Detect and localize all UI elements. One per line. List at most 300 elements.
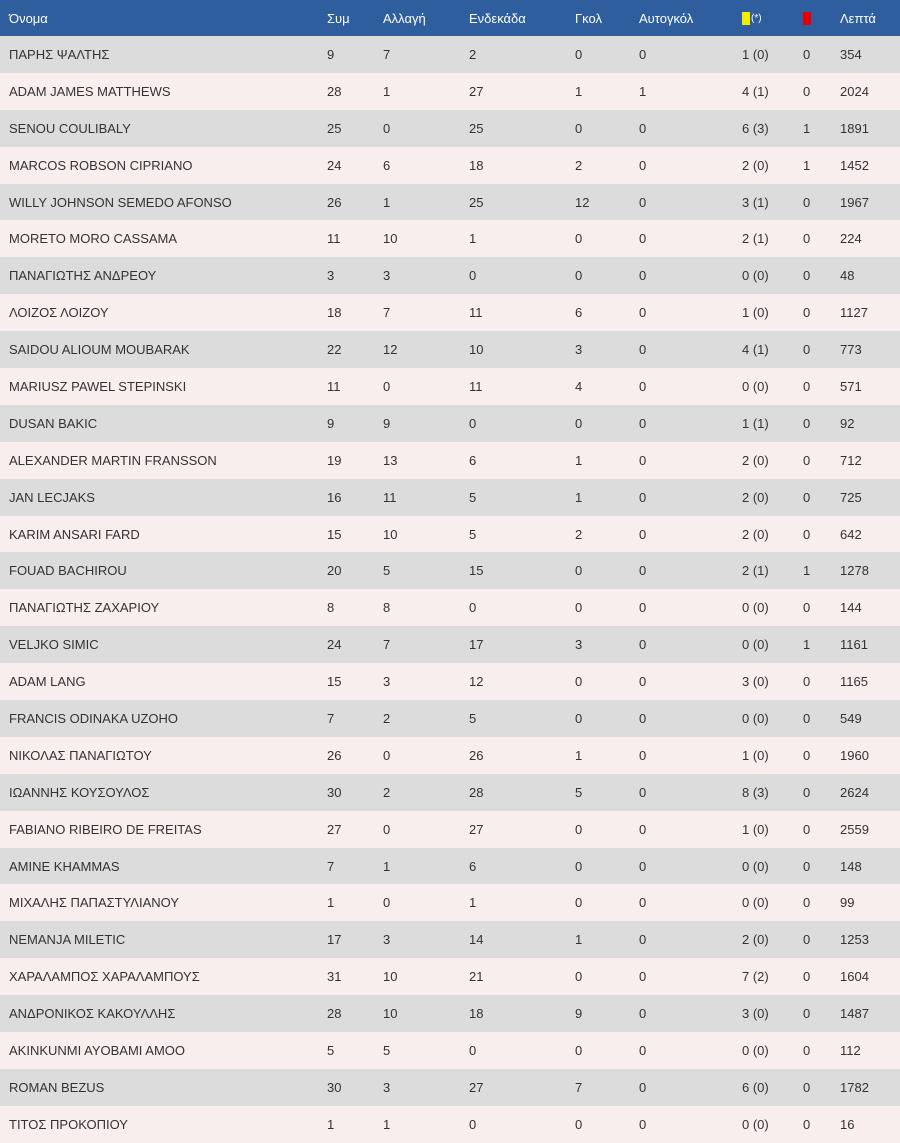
cell-minutes: 1604 (840, 969, 869, 985)
cell-name[interactable]: AKINKUNMI AYOBAMI AMOO (9, 1042, 186, 1058)
cell-sub: 3 (383, 1079, 391, 1095)
table-row (0, 1106, 900, 1143)
cell-goals: 6 (575, 305, 583, 321)
cell-red: 0 (803, 1042, 811, 1058)
cell-yellow: 0 (0) (742, 1116, 769, 1132)
cell-goals: 1 (575, 747, 583, 763)
cell-yellow: 2 (0) (742, 932, 769, 948)
cell-name[interactable]: ΝΙΚΟΛΑΣ ΠΑΝΑΓΙΩΤΟΥ (9, 747, 152, 763)
cell-goals: 2 (575, 526, 583, 542)
cell-name[interactable]: ΧΑΡΑΛΑΜΠΟΣ ΧΑΡΑΛΑΜΠΟΥΣ (9, 969, 200, 985)
table-row (0, 995, 900, 1032)
table-row (0, 737, 900, 774)
cell-sub: 7 (383, 637, 391, 653)
cell-own-goals: 0 (639, 231, 647, 247)
cell-sub: 6 (383, 157, 391, 173)
cell-apps: 30 (327, 784, 342, 800)
cell-red: 0 (803, 231, 811, 247)
cell-minutes: 224 (840, 231, 862, 247)
cell-yellow: 0 (0) (742, 637, 769, 653)
cell-apps: 15 (327, 674, 342, 690)
cell-apps: 25 (327, 120, 342, 136)
table-row (0, 516, 900, 553)
cell-red: 0 (803, 969, 811, 985)
cell-starting: 18 (469, 157, 484, 173)
cell-name[interactable]: DUSAN BAKIC (9, 415, 98, 431)
col-minutes-header[interactable]: Λεπτά (840, 10, 876, 26)
cell-sub: 13 (383, 452, 398, 468)
cell-sub: 0 (383, 747, 391, 763)
cell-goals: 5 (575, 784, 583, 800)
cell-starting: 27 (469, 1079, 484, 1095)
table-row (0, 73, 900, 110)
cell-goals: 0 (575, 710, 583, 726)
cell-own-goals: 0 (639, 378, 647, 394)
table-row (0, 700, 900, 737)
cell-starting: 11 (469, 378, 483, 394)
cell-yellow: 1 (1) (742, 415, 769, 431)
cell-red: 0 (803, 268, 811, 284)
cell-red: 0 (803, 305, 811, 321)
cell-own-goals: 0 (639, 268, 647, 284)
cell-red: 0 (803, 747, 811, 763)
cell-minutes: 1278 (840, 563, 869, 579)
table-row (0, 663, 900, 700)
table-row (0, 184, 900, 221)
cell-own-goals: 0 (639, 194, 647, 210)
cell-yellow: 3 (1) (742, 194, 769, 210)
table-row (0, 1069, 900, 1106)
cell-starting: 2 (469, 46, 477, 62)
cell-apps: 1 (327, 1116, 335, 1132)
cell-own-goals: 0 (639, 710, 647, 726)
cell-starting: 18 (469, 1006, 484, 1022)
cell-yellow: 6 (0) (742, 1079, 769, 1095)
cell-apps: 11 (327, 378, 341, 394)
cell-name[interactable]: ΠΑΡΗΣ ΨΑΛΤΗΣ (9, 46, 110, 62)
cell-starting: 5 (469, 526, 477, 542)
table-row (0, 958, 900, 995)
table-row (0, 479, 900, 516)
cell-minutes: 144 (840, 600, 862, 616)
cell-apps: 31 (327, 969, 342, 985)
table-row (0, 147, 900, 184)
cell-goals: 4 (575, 378, 583, 394)
cell-yellow: 3 (0) (742, 674, 769, 690)
cell-apps: 7 (327, 858, 335, 874)
cell-sub: 5 (383, 1042, 391, 1058)
cell-starting: 0 (469, 1116, 477, 1132)
table-row (0, 36, 900, 73)
cell-apps: 27 (327, 821, 342, 837)
cell-name[interactable]: JAN LECJAKS (9, 489, 95, 505)
cell-goals: 9 (575, 1006, 583, 1022)
cell-name[interactable]: FRANCIS ODINAKA UZOHO (9, 710, 179, 726)
cell-yellow: 2 (0) (742, 526, 769, 542)
cell-goals: 1 (575, 83, 583, 99)
cell-apps: 28 (327, 83, 342, 99)
table-row (0, 811, 900, 848)
cell-starting: 0 (469, 415, 477, 431)
cell-starting: 28 (469, 784, 484, 800)
cell-goals: 0 (575, 674, 583, 690)
col-red-header[interactable] (803, 0, 840, 36)
table-row (0, 552, 900, 589)
cell-name[interactable]: ΑΝΔΡΟΝΙΚΟΣ ΚΑΚΟΥΛΛΗΣ (9, 1006, 176, 1022)
cell-goals: 7 (575, 1079, 583, 1095)
cell-minutes: 773 (840, 342, 862, 358)
cell-red: 0 (803, 83, 811, 99)
cell-minutes: 1967 (840, 194, 869, 210)
cell-red: 0 (803, 526, 811, 542)
cell-own-goals: 0 (639, 342, 647, 358)
cell-own-goals: 0 (639, 969, 647, 985)
cell-own-goals: 0 (639, 600, 647, 616)
cell-yellow: 1 (0) (742, 46, 769, 62)
cell-yellow: 8 (3) (742, 784, 769, 800)
cell-starting: 25 (469, 120, 484, 136)
table-row (0, 294, 900, 331)
table-body (0, 36, 900, 1143)
cell-minutes: 1161 (840, 637, 868, 653)
cell-goals: 0 (575, 268, 583, 284)
cell-sub: 7 (383, 46, 391, 62)
cell-apps: 30 (327, 1079, 342, 1095)
cell-minutes: 1165 (840, 674, 868, 690)
table-row (0, 626, 900, 663)
cell-sub: 0 (383, 895, 391, 911)
cell-own-goals: 0 (639, 46, 647, 62)
cell-sub: 5 (383, 563, 391, 579)
cell-apps: 28 (327, 1006, 342, 1022)
cell-sub: 10 (383, 1006, 398, 1022)
cell-apps: 5 (327, 1042, 335, 1058)
cell-sub: 10 (383, 231, 398, 247)
cell-minutes: 2559 (840, 821, 869, 837)
cell-yellow: 4 (1) (742, 342, 769, 358)
col-apps-header[interactable]: Συμ (327, 10, 350, 26)
cell-minutes: 725 (840, 489, 862, 505)
cell-yellow: 0 (0) (742, 710, 769, 726)
cell-apps: 9 (327, 415, 335, 431)
cell-name[interactable]: MARCOS ROBSON CIPRIANO (9, 157, 193, 173)
cell-sub: 2 (383, 710, 391, 726)
cell-starting: 27 (469, 83, 484, 99)
cell-yellow: 2 (1) (742, 231, 769, 247)
cell-starting: 26 (469, 747, 484, 763)
cell-minutes: 354 (840, 46, 862, 62)
cell-apps: 24 (327, 637, 342, 653)
yellow-note: (*) (751, 12, 762, 24)
cell-red: 1 (803, 637, 811, 653)
cell-minutes: 1891 (840, 120, 869, 136)
table-row (0, 110, 900, 147)
cell-sub: 9 (383, 415, 391, 431)
cell-name[interactable]: ΜΙΧΑΛΗΣ ΠΑΠΑΣΤΥΛΙΑΝΟΥ (9, 895, 180, 911)
cell-red: 0 (803, 1079, 811, 1095)
cell-yellow: 0 (0) (742, 378, 769, 394)
cell-starting: 17 (469, 637, 484, 653)
cell-starting: 1 (469, 231, 477, 247)
cell-minutes: 712 (840, 452, 862, 468)
cell-own-goals: 0 (639, 1079, 647, 1095)
cell-name[interactable]: MARIUSZ PAWEL STEPINSKI (9, 378, 187, 394)
cell-sub: 10 (383, 526, 398, 542)
cell-red: 0 (803, 415, 811, 431)
cell-goals: 1 (575, 932, 583, 948)
cell-red: 0 (803, 452, 811, 468)
cell-apps: 8 (327, 600, 335, 616)
cell-goals: 0 (575, 600, 583, 616)
cell-name[interactable]: ROMAN BEZUS (9, 1079, 105, 1095)
cell-starting: 0 (469, 268, 477, 284)
cell-yellow: 1 (0) (742, 747, 769, 763)
cell-apps: 3 (327, 268, 335, 284)
table-row (0, 848, 900, 885)
cell-sub: 10 (383, 969, 398, 985)
cell-starting: 14 (469, 932, 484, 948)
cell-starting: 12 (469, 674, 484, 690)
cell-yellow: 2 (0) (742, 452, 769, 468)
cell-apps: 22 (327, 342, 342, 358)
cell-name[interactable]: AMINE KHAMMAS (9, 858, 120, 874)
table-row (0, 774, 900, 811)
cell-apps: 11 (327, 231, 341, 247)
cell-yellow: 0 (0) (742, 858, 769, 874)
cell-own-goals: 0 (639, 489, 647, 505)
cell-sub: 3 (383, 674, 391, 690)
cell-name[interactable]: SAIDOU ALIOUM MOUBARAK (9, 342, 190, 358)
cell-goals: 0 (575, 563, 583, 579)
cell-sub: 0 (383, 821, 391, 837)
cell-red: 0 (803, 378, 811, 394)
cell-red: 0 (803, 1006, 811, 1022)
cell-sub: 1 (383, 858, 391, 874)
cell-goals: 3 (575, 342, 583, 358)
table-row (0, 405, 900, 442)
cell-sub: 3 (383, 268, 391, 284)
cell-starting: 21 (469, 969, 484, 985)
cell-apps: 18 (327, 305, 342, 321)
cell-red: 0 (803, 932, 811, 948)
cell-minutes: 99 (840, 895, 855, 911)
cell-name[interactable]: VELJKO SIMIC (9, 637, 99, 653)
cell-own-goals: 0 (639, 821, 647, 837)
table-row (0, 220, 900, 257)
cell-starting: 5 (469, 710, 477, 726)
cell-own-goals: 0 (639, 747, 647, 763)
cell-goals: 0 (575, 1042, 583, 1058)
cell-goals: 0 (575, 120, 583, 136)
cell-own-goals: 0 (639, 895, 647, 911)
cell-sub: 2 (383, 784, 391, 800)
cell-sub: 11 (383, 489, 397, 505)
cell-name[interactable]: MORETO MORO CASSAMA (9, 231, 178, 247)
cell-own-goals: 0 (639, 452, 647, 468)
cell-apps: 1 (327, 895, 335, 911)
cell-yellow: 2 (1) (742, 563, 769, 579)
table-row (0, 442, 900, 479)
cell-own-goals: 0 (639, 932, 647, 948)
table-row (0, 368, 900, 405)
cell-sub: 12 (383, 342, 398, 358)
cell-red: 0 (803, 1116, 811, 1132)
cell-name[interactable]: ALEXANDER MARTIN FRANSSON (9, 452, 217, 468)
cell-goals: 1 (575, 489, 583, 505)
cell-apps: 9 (327, 46, 335, 62)
cell-name[interactable]: FOUAD BACHIROU (9, 563, 127, 579)
cell-starting: 6 (469, 452, 477, 468)
table-row (0, 331, 900, 368)
cell-starting: 6 (469, 858, 477, 874)
cell-name[interactable]: ΛΟΙΖΟΣ ΛΟΙΖΟΥ (9, 305, 109, 321)
cell-apps: 26 (327, 194, 342, 210)
cell-name[interactable]: ADAM LANG (9, 674, 86, 690)
cell-sub: 0 (383, 120, 391, 136)
cell-minutes: 1253 (840, 932, 869, 948)
cell-minutes: 1452 (840, 157, 869, 173)
cell-apps: 16 (327, 489, 342, 505)
cell-sub: 7 (383, 305, 391, 321)
cell-yellow: 3 (0) (742, 1006, 769, 1022)
cell-sub: 1 (383, 1116, 391, 1132)
cell-apps: 26 (327, 747, 342, 763)
cell-own-goals: 0 (639, 120, 647, 136)
cell-name[interactable]: ΙΩΑΝΝΗΣ ΚΟΥΣΟΥΛΟΣ (9, 784, 150, 800)
cell-red: 0 (803, 600, 811, 616)
cell-own-goals: 0 (639, 1042, 647, 1058)
table-row (0, 1032, 900, 1069)
cell-red: 0 (803, 858, 811, 874)
cell-minutes: 2024 (840, 83, 869, 99)
cell-red: 0 (803, 821, 811, 837)
cell-yellow: 0 (0) (742, 268, 769, 284)
cell-minutes: 16 (840, 1116, 855, 1132)
cell-sub: 3 (383, 932, 391, 948)
table-row (0, 921, 900, 958)
col-starting-header[interactable]: Ενδεκάδα (469, 10, 526, 26)
cell-minutes: 92 (840, 415, 855, 431)
cell-name[interactable]: SENOU COULIBALY (9, 120, 131, 136)
cell-own-goals: 0 (639, 858, 647, 874)
cell-yellow: 1 (0) (742, 305, 769, 321)
cell-minutes: 1782 (840, 1079, 869, 1095)
cell-goals: 0 (575, 821, 583, 837)
table-row (0, 884, 900, 921)
cell-goals: 0 (575, 46, 583, 62)
cell-own-goals: 0 (639, 1006, 647, 1022)
cell-goals: 0 (575, 969, 583, 985)
cell-yellow: 0 (0) (742, 1042, 769, 1058)
cell-sub: 0 (383, 378, 391, 394)
cell-red: 1 (803, 120, 811, 136)
cell-minutes: 571 (840, 378, 862, 394)
cell-name[interactable]: ADAM JAMES MATTHEWS (9, 83, 171, 99)
cell-red: 0 (803, 895, 811, 911)
cell-minutes: 1960 (840, 747, 869, 763)
cell-own-goals: 0 (639, 563, 647, 579)
cell-starting: 11 (469, 305, 483, 321)
cell-yellow: 0 (0) (742, 600, 769, 616)
cell-name[interactable]: NEMANJA MILETIC (9, 932, 126, 948)
cell-goals: 0 (575, 415, 583, 431)
cell-sub: 8 (383, 600, 391, 616)
col-yellow-header[interactable] (742, 0, 803, 36)
cell-minutes: 2624 (840, 784, 869, 800)
cell-starting: 0 (469, 600, 477, 616)
cell-red: 0 (803, 46, 811, 62)
cell-minutes: 549 (840, 710, 862, 726)
cell-goals: 3 (575, 637, 583, 653)
cell-goals: 0 (575, 231, 583, 247)
cell-sub: 1 (383, 194, 391, 210)
cell-minutes: 1127 (840, 305, 868, 321)
cell-yellow: 2 (0) (742, 489, 769, 505)
cell-red: 1 (803, 563, 811, 579)
cell-red: 0 (803, 194, 811, 210)
cell-goals: 12 (575, 194, 590, 210)
cell-red: 0 (803, 710, 811, 726)
cell-yellow: 7 (2) (742, 969, 769, 985)
cell-apps: 19 (327, 452, 342, 468)
cell-yellow: 0 (0) (742, 895, 769, 911)
cell-name[interactable]: WILLY JOHNSON SEMEDO AFONSO (9, 194, 232, 210)
cell-yellow: 4 (1) (742, 83, 769, 99)
cell-goals: 1 (575, 452, 583, 468)
cell-red: 0 (803, 674, 811, 690)
cell-name[interactable]: ΤΙΤΟΣ ΠΡΟΚΟΠΙΟΥ (9, 1116, 128, 1132)
cell-minutes: 1487 (840, 1006, 869, 1022)
cell-yellow: 6 (3) (742, 120, 769, 136)
col-sub-header[interactable]: Αλλαγή (383, 10, 426, 26)
cell-minutes: 112 (840, 1042, 861, 1058)
cell-yellow: 1 (0) (742, 821, 769, 837)
cell-starting: 1 (469, 895, 477, 911)
cell-own-goals: 0 (639, 674, 647, 690)
cell-own-goals: 0 (639, 637, 647, 653)
cell-goals: 2 (575, 157, 583, 173)
cell-own-goals: 0 (639, 1116, 647, 1132)
cell-apps: 20 (327, 563, 342, 579)
cell-red: 0 (803, 784, 811, 800)
cell-own-goals: 0 (639, 526, 647, 542)
yellow-card-icon (742, 12, 750, 25)
cell-starting: 25 (469, 194, 484, 210)
cell-goals: 0 (575, 858, 583, 874)
cell-starting: 27 (469, 821, 484, 837)
cell-name[interactable]: ΠΑΝΑΓΙΩΤΗΣ ΑΝΔΡΕΟΥ (9, 268, 157, 284)
col-name-header[interactable]: Όνομα (9, 10, 48, 26)
cell-minutes: 48 (840, 268, 855, 284)
cell-apps: 17 (327, 932, 342, 948)
cell-minutes: 642 (840, 526, 862, 542)
cell-name[interactable]: ΠΑΝΑΓΙΩΤΗΣ ΖΑΧΑΡΙΟΥ (9, 600, 160, 616)
cell-apps: 7 (327, 710, 335, 726)
cell-sub: 1 (383, 83, 391, 99)
cell-own-goals: 0 (639, 415, 647, 431)
cell-name[interactable]: KARIM ANSARI FARD (9, 526, 140, 542)
cell-starting: 0 (469, 1042, 477, 1058)
table-row (0, 589, 900, 626)
cell-red: 0 (803, 489, 811, 505)
cell-red: 0 (803, 342, 811, 358)
col-goals-header[interactable]: Γκολ (575, 10, 602, 26)
col-own-goals-header[interactable]: Αυτογκόλ (639, 10, 694, 26)
cell-name[interactable]: FABIANO RIBEIRO DE FREITAS (9, 821, 202, 837)
cell-own-goals: 0 (639, 157, 647, 173)
cell-own-goals: 1 (639, 83, 647, 99)
cell-red: 1 (803, 157, 811, 173)
